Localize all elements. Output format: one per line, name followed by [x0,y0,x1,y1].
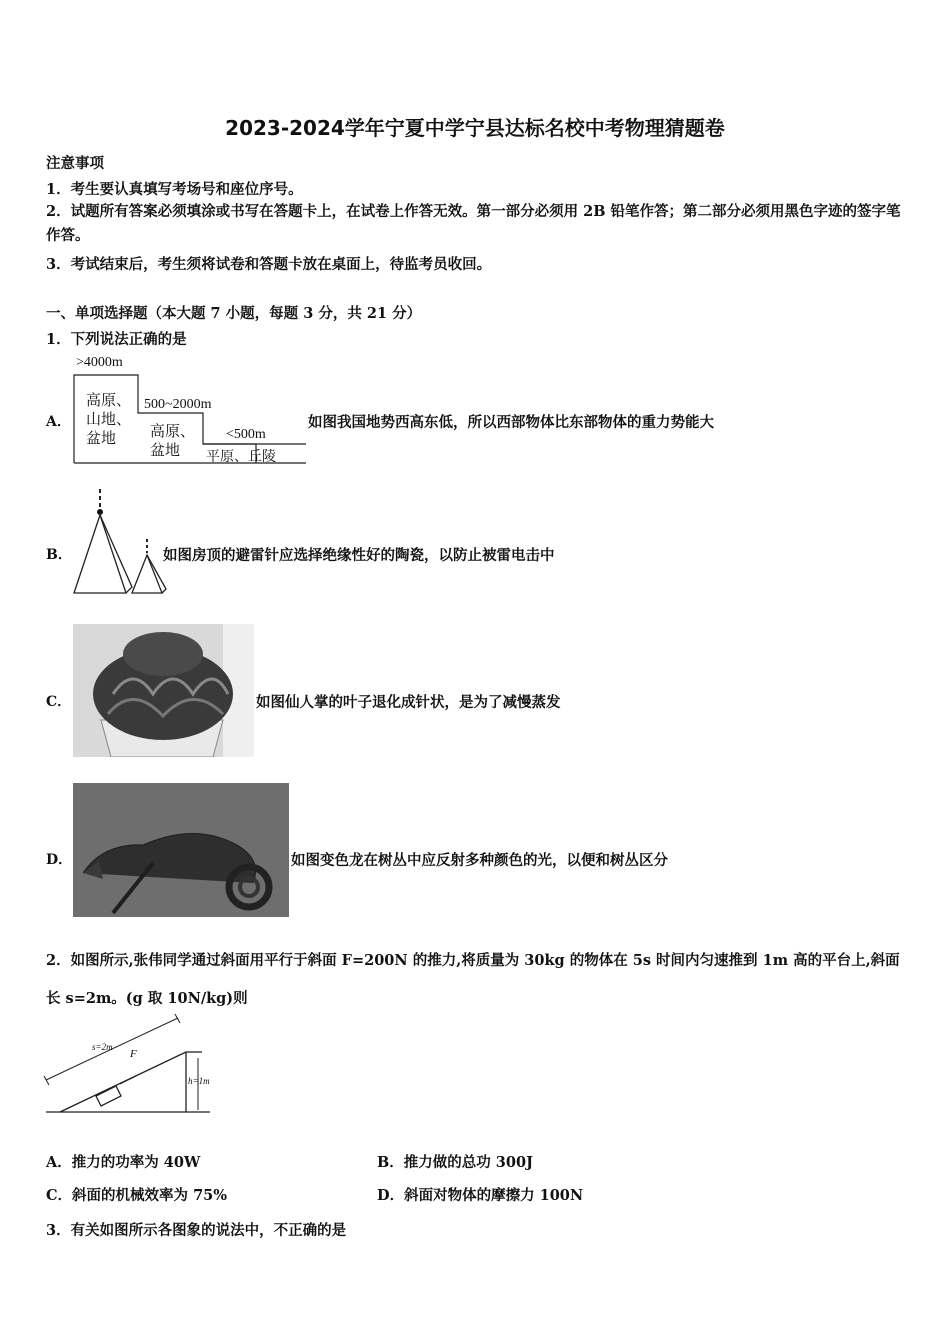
option-d-text: 如图变色龙在树丛中应反射多种颜色的光，以便和树丛区分 [291,852,668,869]
q2-option-b: B．推力做的总功 300J [377,1154,533,1171]
high-region-line-1: 高原、 [86,391,132,409]
incline-svg [40,1012,230,1118]
option-b-text: 如图房顶的避雷针应选择绝缘性好的陶瓷，以防止被雷电击中 [163,547,555,564]
incline-diagram [40,1012,230,1118]
force-label: F [130,1048,137,1060]
option-c-letter: C． [46,694,72,710]
question-3-stem: 3．有关如图所示各图象的说法中，不正确的是 [46,1222,347,1239]
tall-roof-side [100,515,132,593]
low-elevation-label: <500m [226,427,266,442]
high-region-line-2: 山地、 [86,410,132,428]
notice-item-3: 3．考试结束后，考生须将试卷和答题卡放在桌面上，待监考员收回。 [46,256,492,273]
option-c-text: 如图仙人掌的叶子退化成针状，是为了减慢蒸发 [256,694,561,711]
q2-option-d: D．斜面对物体的摩擦力 100N [377,1187,584,1204]
notice-item-2: 2．试题所有答案必须填涂或书写在答题卡上，在试卷上作答无效。第一部分必须用 2B 铅笔作答；第二部分必须用黑色字迹的签字笔作答。 [46,203,901,244]
high-region-label [86,391,131,448]
lightning-rod-diagram [70,487,170,599]
height-label: h=1m [188,1076,210,1086]
option-b-letter: B． [46,547,72,563]
mid-region-line-1: 高原、 [150,422,196,440]
cactus-top [123,632,203,676]
high-elevation-label: >4000m [76,355,123,370]
q2-option-c: C．斜面的机械效率为 75% [46,1187,228,1204]
chameleon-svg [73,783,289,917]
chameleon-photo [73,783,289,917]
q2-option-a: A．推力的功率为 40W [46,1154,201,1171]
mid-region-line-2: 盆地 [150,441,181,459]
tall-roof-front [74,515,126,593]
notice-heading: 注意事项 [46,155,104,172]
section-heading: 一、单项选择题（本大题 7 小题，每题 3 分，共 21 分） [46,305,422,322]
option-a-letter: A． [46,414,71,430]
length-dimension-tick-right [175,1014,180,1023]
length-dimension-tick-left [44,1076,49,1085]
length-label: s=2m [92,1042,113,1052]
high-region-line-3: 盆地 [86,429,117,447]
question-1-stem: 1．下列说法正确的是 [46,331,187,348]
page-title: 2023-2024学年宁夏中学宁县达标名校中考物理猜题卷 [225,116,725,140]
notice-item-1: 1．考生要认真填写考场号和座位序号。 [46,181,303,198]
option-a-text: 如图我国地势西高东低，所以西部物体比东部物体的重力势能大 [308,414,714,431]
question-2-stem: 2．如图所示,张伟同学通过斜面用平行于斜面 F=200N 的推力,将质量为 30kg 的物体在 5s 时间内匀速推到 1m 高的平台上,斜面长 s=2m。(g 取 10N/kg)则 [46,952,900,1007]
low-region-label: 平原、丘陵 [206,449,276,465]
mid-elevation-label: 500~2000m [144,397,212,412]
cactus-photo [73,624,254,757]
mid-region-label [150,422,195,460]
force-arrow [120,1076,136,1084]
option-d-letter: D． [46,852,73,868]
cactus-svg [73,624,254,757]
terrain-step-diagram [70,355,310,467]
